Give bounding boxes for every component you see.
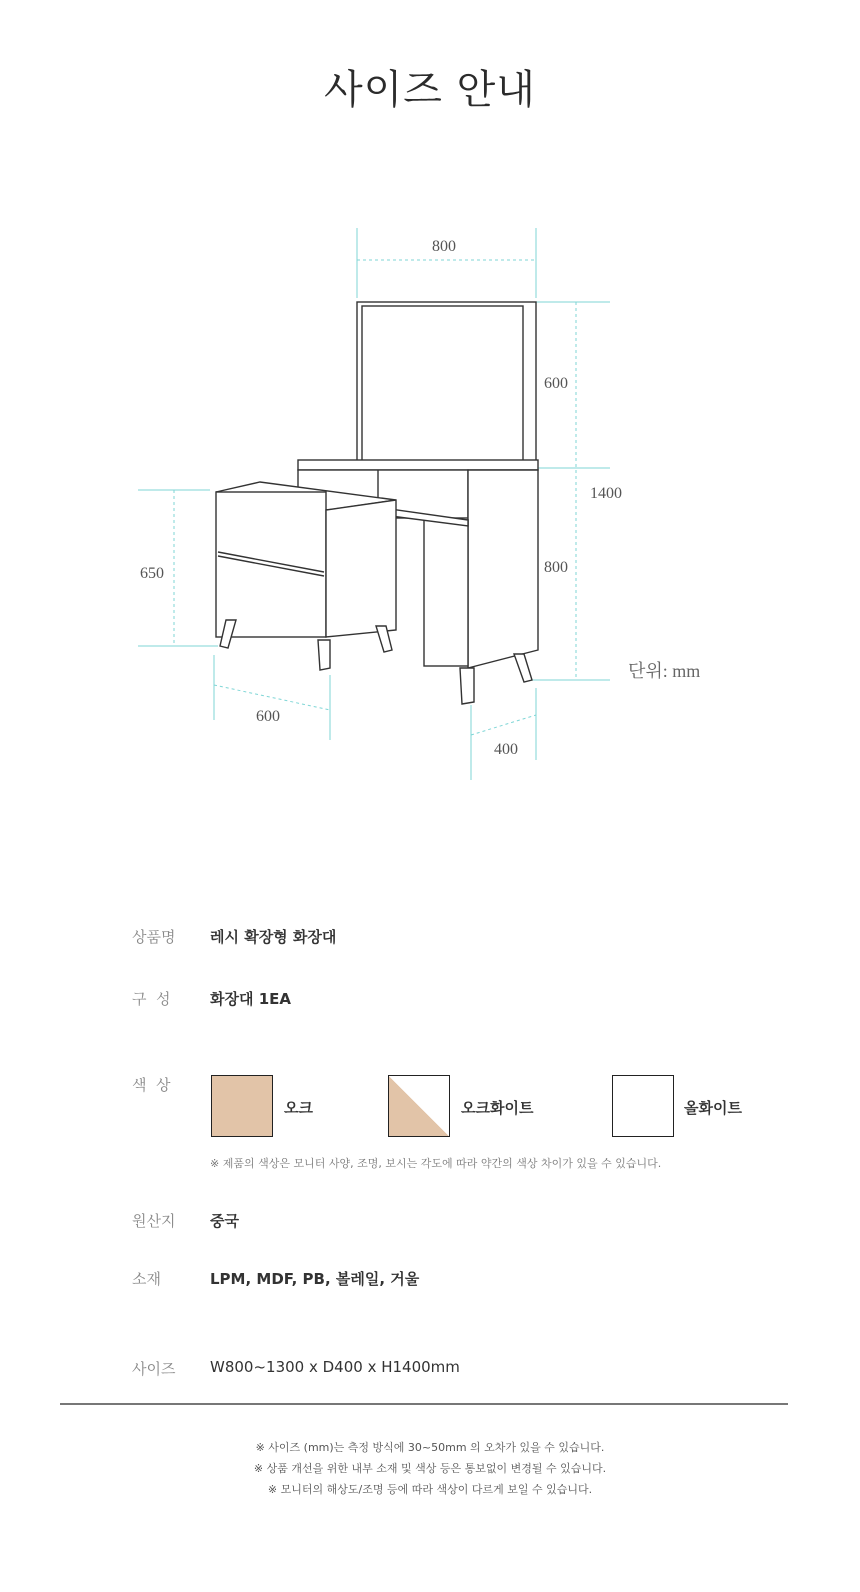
footnote-1: ※ 사이즈 (mm)는 측정 방식에 30~50mm 의 오차가 있을 수 있습니다. (255, 1441, 605, 1454)
dim-side-depth: 600 (256, 708, 280, 725)
spec-name-value: 레시 확장형 화장대 (210, 928, 337, 946)
swatch-oak-white-label: 오크화이트 (461, 1099, 534, 1117)
spec-material-value: LPM, MDF, PB, 볼레일, 거울 (210, 1270, 420, 1288)
swatch-oak-white (388, 1075, 450, 1137)
spec-color-label: 색 상 (132, 1076, 171, 1094)
spec-origin-value: 중국 (210, 1212, 239, 1230)
swatch-oak (211, 1075, 273, 1137)
footnotes (0, 1437, 860, 1500)
dim-body-depth: 400 (494, 741, 518, 758)
page-title: 사이즈 안내 (324, 67, 536, 113)
footnote-2: ※ 상품 개선을 위한 내부 소재 및 색상 등은 통보없이 변경될 수 있습니다. (253, 1462, 607, 1475)
unit-label: 단위: mm (628, 661, 701, 681)
dim-body-height: 800 (544, 559, 568, 576)
dim-total-height: 1400 (590, 485, 622, 502)
spec-origin-label: 원산지 (132, 1212, 176, 1230)
spec-material-label: 소재 (132, 1270, 161, 1288)
spec-composition-value: 화장대 1EA (210, 990, 291, 1008)
swatch-oak-label: 오크 (284, 1099, 313, 1117)
dim-mirror-height: 600 (544, 375, 568, 392)
spec-name-label: 상품명 (132, 928, 176, 946)
size-diagram (0, 200, 860, 800)
furniture-outline (216, 302, 538, 704)
divider (60, 1403, 788, 1405)
spec-size-value: W800~1300 x D400 x H1400mm (210, 1358, 460, 1376)
footnote-3: ※ 모니터의 해상도/조명 등에 따라 색상이 다르게 보일 수 있습니다. (267, 1483, 593, 1496)
dim-side-height: 650 (140, 565, 164, 582)
swatch-all-white (612, 1075, 674, 1137)
spec-size-label: 사이즈 (132, 1360, 176, 1378)
swatch-all-white-label: 올화이트 (684, 1099, 742, 1117)
spec-composition-label: 구 성 (132, 990, 171, 1008)
color-note: ※ 제품의 색상은 모니터 사양, 조명, 보시는 각도에 따라 약간의 색상 차이가 있을 수 있습니다. (210, 1157, 662, 1170)
dim-mirror-width: 800 (432, 238, 456, 255)
